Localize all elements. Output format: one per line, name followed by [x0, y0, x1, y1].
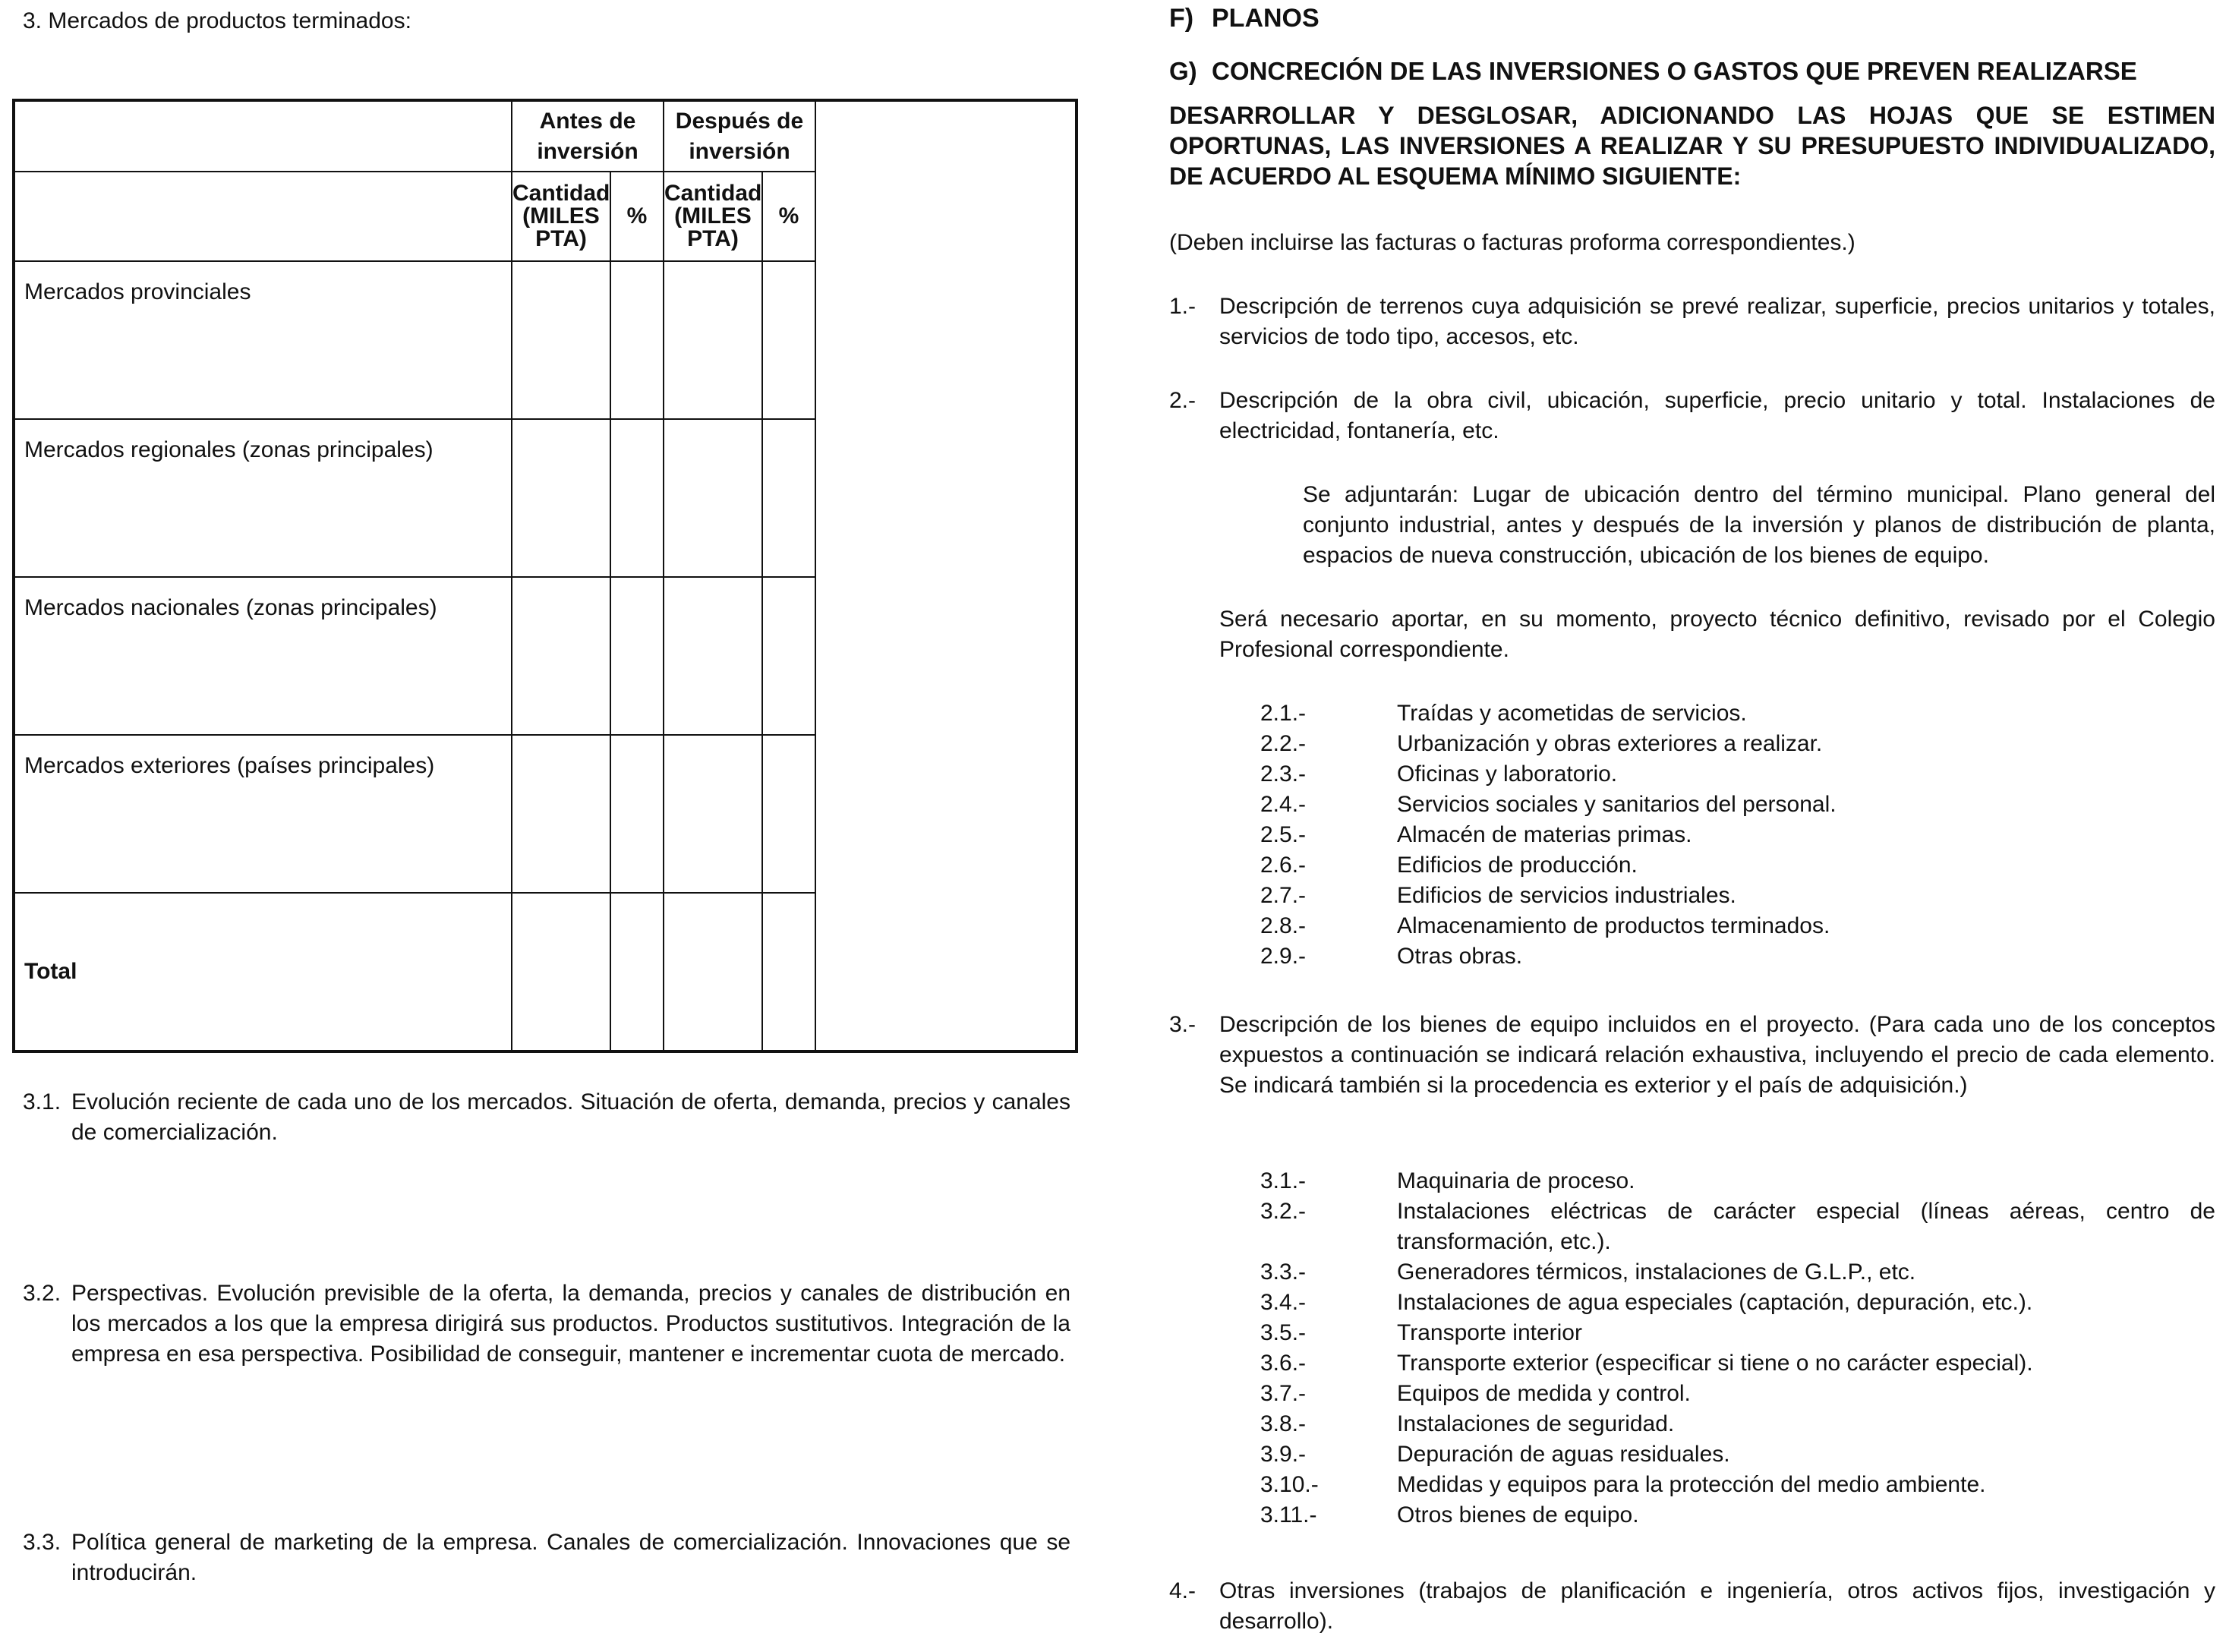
section-3-2 [23, 1278, 1070, 1370]
input-cell[interactable] [610, 261, 664, 419]
table-row-total [14, 893, 1077, 1051]
list-item: 3.5.- Transporte interior [1260, 1320, 1582, 1345]
item-1 [1169, 292, 2215, 352]
markets-table [12, 99, 1078, 1053]
input-cell[interactable] [762, 893, 815, 1051]
project-note: Será necesario aportar, en su momento, proyecto técnico definitivo, revisado por el Colegio Profesional correspondiente. [1219, 607, 2215, 662]
item-2 [1169, 386, 2215, 446]
item-4 [1169, 1576, 2215, 1637]
input-cell[interactable] [610, 577, 664, 735]
list-item: 2.4.- Servicios sociales y sanitarios del personal. [1260, 792, 1837, 817]
market-section-heading: 3. Mercados de productos terminados: [23, 8, 411, 33]
heading-g-letter: G) [1169, 57, 1197, 85]
row-label-total: Total [14, 893, 512, 1051]
header-after-percent: % [762, 172, 815, 261]
section-text: Perspectivas. Evolución previsible de la oferta, la demanda, precios y canales de distribución en los mercados a los que la empresa dirigirá sus productos. Productos sustitutivos. Integración de la empresa en esa perspectiva. Posibilidad de conseguir, mantener e incrementar cuota de mercado. [71, 1281, 1070, 1367]
item-text: Otras inversiones (trabajos de planificación e ingeniería, otros activos fijos, investigación y desarrollo). [1219, 1578, 2215, 1634]
row-label-national: Mercados nacionales (zonas principales) [14, 577, 512, 735]
section-text: Política general de marketing de la empresa. Canales de comercialización. Innovaciones que se introducirán. [71, 1530, 1070, 1585]
item-text: Descripción de los bienes de equipo incluidos en el proyecto. (Para cada uno de los conceptos expuestos a continuación se indicará relación exhaustiva, incluyendo el precio de cada elemento. Se indicará también si la procedencia es exterior y el país de adquisición.) [1219, 1012, 2215, 1098]
item-text: Descripción de terrenos cuya adquisición se prevé realizar, superficie, precios unitarios y totales, servicios de todo tipo, accesos, etc. [1219, 294, 2215, 349]
input-cell[interactable] [512, 893, 610, 1051]
list-item: 3.11.- Otros bienes de equipo. [1260, 1502, 1639, 1527]
input-cell[interactable] [664, 261, 762, 419]
item-3-sublist [1260, 1166, 2215, 1531]
attach-note: Se adjuntarán: Lugar de ubicación dentro del término municipal. Plano general del conjunto industrial, antes y después de la inversión y planos de distribución de planta, espacios de nueva construcción, ubicación de los bienes de equipo. [1303, 482, 2215, 568]
header-after-amount: Cantidad (MILES PTA) [664, 172, 762, 261]
input-cell[interactable] [664, 419, 762, 577]
list-item: 3.3.- Generadores térmicos, instalaciones de G.L.P., etc. [1260, 1259, 1916, 1285]
header-before-amount: Cantidad (MILES PTA) [512, 172, 610, 261]
section-3-3 [23, 1527, 1070, 1588]
table-corner-cell [14, 100, 512, 172]
list-item: 2.3.- Oficinas y laboratorio. [1260, 761, 1618, 787]
input-cell[interactable] [664, 735, 762, 893]
list-item: 2.5.- Almacén de materias primas. [1260, 822, 1692, 847]
header-before-percent: % [610, 172, 664, 261]
list-item: 3.1.- Maquinaria de proceso. [1260, 1168, 1635, 1193]
item-3 [1169, 1010, 2215, 1101]
input-cell[interactable] [762, 419, 815, 577]
input-cell[interactable] [512, 261, 610, 419]
list-item: 3.8.- Instalaciones de seguridad. [1260, 1411, 1675, 1436]
input-cell[interactable] [610, 735, 664, 893]
input-cell[interactable] [610, 893, 664, 1051]
input-cell[interactable] [512, 735, 610, 893]
section-number: 3.1. [23, 1089, 61, 1114]
heading-f-title: PLANOS [1212, 4, 1320, 33]
input-cell[interactable] [512, 577, 610, 735]
table-blank-cell [14, 172, 512, 261]
instruction-text: DESARROLLAR Y DESGLOSAR, ADICIONANDO LAS HOJAS QUE SE ESTIMEN OPORTUNAS, LAS INVERSIONES A REALIZAR Y SU PRESUPUESTO INDIVIDUALIZADO, DE ACUERDO AL ESQUEMA MÍNIMO SIGUIENTE: [1169, 102, 2215, 190]
heading-f [1169, 3, 1320, 33]
list-item: 2.2.- Urbanización y obras exteriores a realizar. [1260, 731, 1823, 756]
input-cell[interactable] [610, 419, 664, 577]
row-label-foreign: Mercados exteriores (países principales) [14, 735, 512, 893]
list-item: 3.10.- Medidas y equipos para la protección del medio ambiente. [1260, 1472, 1986, 1497]
input-cell[interactable] [762, 261, 815, 419]
heading-g [1169, 56, 2137, 87]
list-item: 3.2.- Instalaciones eléctricas de carácter especial (líneas aéreas, centro de transformación, etc.). [1260, 1199, 2215, 1254]
heading-f-letter: F) [1169, 4, 1194, 33]
item-number: 3.- [1169, 1012, 1197, 1037]
header-before-investment: Antes de inversión [512, 100, 664, 172]
table-row [14, 735, 1077, 893]
item-number: 1.- [1169, 294, 1197, 319]
table-row [14, 577, 1077, 735]
input-cell[interactable] [762, 735, 815, 893]
table-row [14, 261, 1077, 419]
section-text: Evolución reciente de cada uno de los mercados. Situación de oferta, demanda, precios y canales de comercialización. [71, 1089, 1070, 1145]
list-item: 2.9.- Otras obras. [1260, 944, 1523, 969]
item-number: 2.- [1169, 388, 1197, 413]
row-label-regional: Mercados regionales (zonas principales) [14, 419, 512, 577]
heading-g-title: CONCRECIÓN DE LAS INVERSIONES O GASTOS QUE PREVEN REALIZARSE [1212, 57, 2137, 85]
input-cell[interactable] [664, 893, 762, 1051]
invoice-note: (Deben incluirse las facturas o facturas proforma correspondientes.) [1169, 230, 1856, 255]
item-text: Descripción de la obra civil, ubicación, superficie, precio unitario y total. Instalaciones de electricidad, fontanería, etc. [1219, 388, 2215, 443]
section-number: 3.2. [23, 1281, 61, 1306]
item-number: 4.- [1169, 1578, 1197, 1603]
input-cell[interactable] [664, 577, 762, 735]
table-row [14, 419, 1077, 577]
row-label-provincial: Mercados provinciales [14, 261, 512, 419]
list-item: 2.8.- Almacenamiento de productos terminados. [1260, 913, 1830, 938]
section-number: 3.3. [23, 1530, 61, 1555]
section-3-1 [23, 1087, 1070, 1148]
list-item: 3.7.- Equipos de medida y control. [1260, 1381, 1691, 1406]
header-after-investment: Después de inversión [664, 100, 815, 172]
input-cell[interactable] [762, 577, 815, 735]
list-item: 2.1.- Traídas y acometidas de servicios. [1260, 701, 1747, 726]
list-item: 3.9.- Depuración de aguas residuales. [1260, 1442, 1730, 1467]
item-2-sublist [1260, 698, 2215, 972]
list-item: 2.6.- Edificios de producción. [1260, 853, 1638, 878]
input-cell[interactable] [512, 419, 610, 577]
list-item: 2.7.- Edificios de servicios industriales. [1260, 883, 1736, 908]
list-item: 3.6.- Transporte exterior (especificar si tiene o no carácter especial). [1260, 1351, 2033, 1376]
list-item: 3.4.- Instalaciones de agua especiales (captación, depuración, etc.). [1260, 1290, 2033, 1315]
